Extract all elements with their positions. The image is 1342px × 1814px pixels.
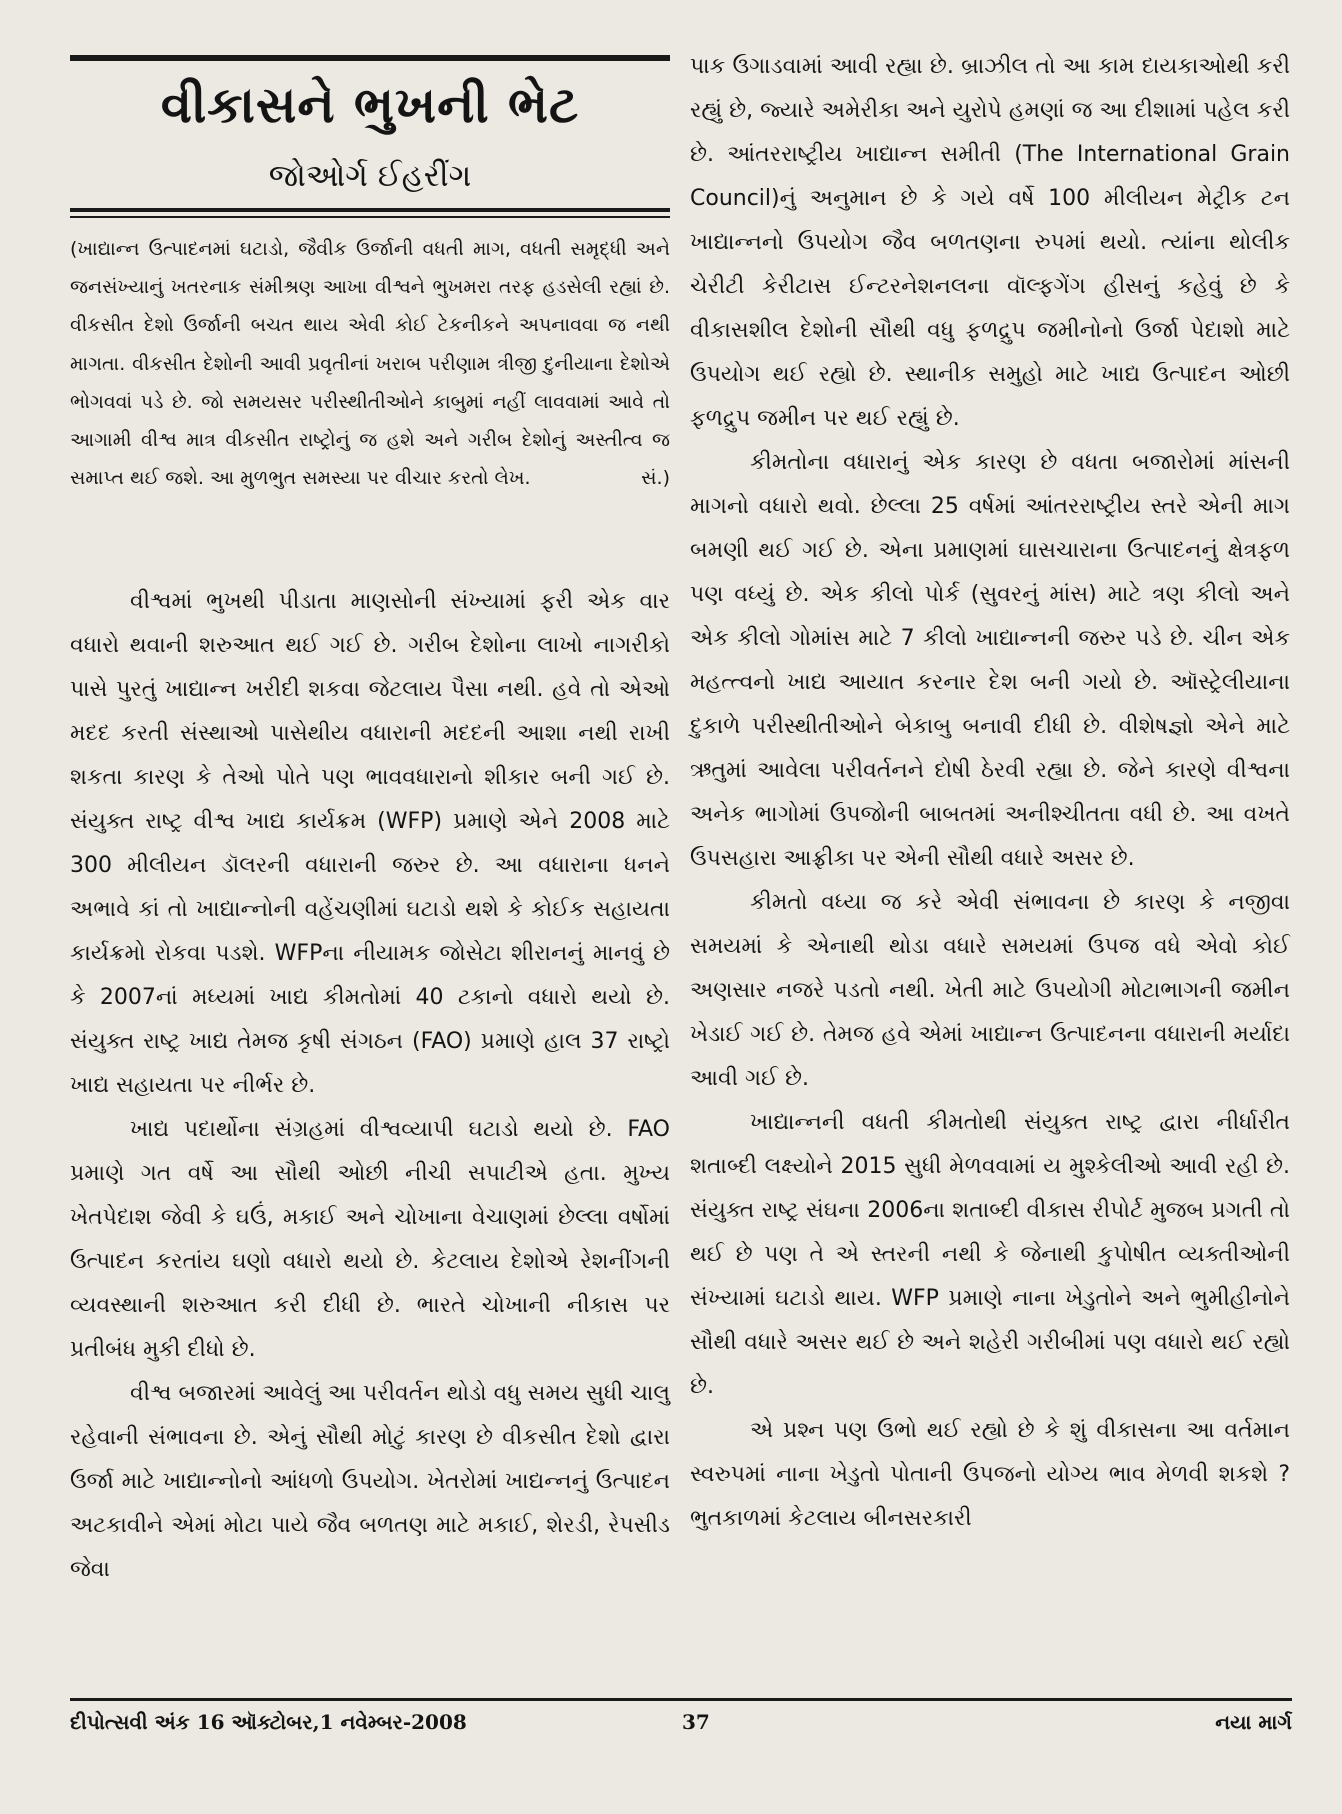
right-column-body — [690, 45, 1290, 1541]
footer-issue: દીપોત્સવી અંક 16 ઑક્ટોબર,1 નવેમ્બર-2008 — [70, 1710, 467, 1734]
footer-magazine-name: નયા માર્ગ — [1215, 1710, 1292, 1734]
title-bottom-rule-thin — [70, 216, 670, 218]
right-paragraph-3: કીમતો વધ્યા જ કરે એવી સંભાવના છે કારણ કે નજીવા સમયમાં કે એનાથી થોડા વધારે સમયમાં ઉપજ વધે એવો કોઈ અણસાર નજરે પડતો નથી. ખેતી માટે ઉપયોગી મોટાભાગની જમીન ખેડાઈ ગઈ છે. તેમજ હવે એમાં ખાદ્યાન્ન ઉત્પાદનના વધારાની મર્યાદા આવી ગઈ છે. — [690, 890, 1290, 1091]
article-title: વીકાસને ભુખની ભેટ — [160, 75, 580, 134]
title-top-rule — [70, 55, 670, 61]
right-paragraph-1: પાક ઉગાડવામાં આવી રહ્યા છે. બ્રાઝીલ તો આ કામ દાયકાઓથી કરી રહ્યું છે, જ્યારે અમેરીકા અને યુરોપે હમણાં જ આ દીશામાં પહેલ કરી છે. આંતરરાષ્ટ્રીય ખાદ્યાન્ન સમીતી (The International Grain Council)નું અનુમાન છે કે ગયે વર્ષે 100 મીલીયન મેટ્રીક ટન ખાદ્યાન્નનો ઉપયોગ જૈવ બળતણના રુપમાં થયો. ત્યાંના થોલીક ચેરીટી કેરીટાસ ઈન્ટરનેશનલના વૉલ્ફગેંગ હીસનું કહેવું છે કે વીકાસશીલ દેશોની સૌથી વધુ ફળદ્રુપ જમીનોનો ઉર્જા પેદાશો માટે ઉપયોગ થઈ રહ્યો છે. સ્થાનીક સમુહો માટે ખાદ્ય ઉત્પાદન ઓછી ફળદ્રુપ જમીન પર થઈ રહ્યું છે. — [690, 54, 1290, 431]
abstract-text: (ખાદ્યાન્ન ઉત્પાદનમાં ઘટાડો, જૈવીક ઉર્જાની વધતી માગ, વધતી સમૃદ્ધી અને જનસંખ્યાનું ખતરનાક સંમીશ્રણ આખા વીશ્વને ભુખમરા તરફ હડસેલી રહ્યાં છે. વીકસીત દેશો ઉર્જાની બચત થાય એવી કોઈ ટેકનીકને અપનાવવા જ નથી માગતા. વીકસીત દેશોની આવી પ્રવૃતીનાં ખરાબ પરીણામ ત્રીજી દુનીયાના દેશોએ ભોગવવાં પડે છે. જો સમયસર પરીસ્થીતીઓને કાબુમાં નહીં લાવવામાં આવે તો આગામી વીશ્વ માત્ર વીકસીત રાષ્ટ્રોનું જ હશે અને ગરીબ દેશોનું અસ્તીત્વ જ સમાપ્ત થઈ જશે. આ મુળભુત સમસ્યા પર વીચાર કરતો લેખ. — [70, 238, 670, 490]
abstract-editor-sign: સં.) — [641, 467, 670, 490]
footer-page-number: 37 — [682, 1710, 710, 1734]
left-column-body — [70, 580, 670, 1592]
left-paragraph-2: ખાદ્ય પદાર્થોના સંગ્રહમાં વીશ્વવ્યાપી ઘટાડો થયો છે. FAO પ્રમાણે ગત વર્ષે આ સૌથી ઓછી નીચી સપાટીએ હતા. મુખ્ય ખેતપેદાશ જેવી કે ઘઉં, મકાઈ અને ચોખાના વેચાણમાં છેલ્લા વર્ષોમાં ઉત્પાદન કરતાંય ઘણો વધારો થયો છે. કેટલાય દેશોએ રેશનીંગની વ્યવસ્થાની શરુઆત કરી દીધી છે. ભારતે ચોખાની નીકાસ પર પ્રતીબંધ મુકી દીધો છે. — [70, 1117, 670, 1362]
left-paragraph-3: વીશ્વ બજારમાં આવેલું આ પરીવર્તન થોડો વધુ સમય સુધી ચાલુ રહેવાની સંભાવના છે. એનું સૌથી મોટું કારણ છે વીકસીત દેશો દ્વારા ઉર્જા માટે ખાદ્યાન્નોનો આંધળો ઉપયોગ. ખેતરોમાં ખાદ્યન્નનું ઉત્પાદન અટકાવીને એમાં મોટા પાયે જૈવ બળતણ માટે મકાઈ, શેરડી, રેપસીડ જેવા — [70, 1381, 670, 1582]
article-author: જોઓર્ગ ઈહરીંગ — [268, 158, 472, 194]
article-abstract — [70, 230, 670, 497]
footer-rule — [70, 1698, 1292, 1701]
title-bottom-rule — [70, 208, 670, 212]
right-paragraph-4: ખાદ્યાન્નની વધતી કીમતોથી સંયુક્ત રાષ્ટ્ર દ્વારા નીર્ધારીત શતાબ્દી લક્ષ્યોને 2015 સુધી મેળવવામાં ય મુશ્કેલીઓ આવી રહી છે. સંયુક્ત રાષ્ટ્ર સંઘના 2006ના શતાબ્દી વીકાસ રીપોર્ટ મુજબ પ્રગતી તો થઈ છે પણ તે એ સ્તરની નથી કે જેનાથી કુપોષીત વ્યક્તીઓની સંખ્યામાં ઘટાડો થાય. WFP પ્રમાણે નાના ખેડુતોને અને ભુમીહીનોને સૌથી વધારે અસર થઈ છે અને શહેરી ગરીબીમાં પણ વધારો થઈ રહ્યો છે. — [690, 1110, 1290, 1399]
page-footer — [70, 1710, 1292, 1746]
right-paragraph-2: કીમતોના વધારાનું એક કારણ છે વધતા બજારોમાં માંસની માગનો વધારો થવો. છેલ્લા 25 વર્ષમાં આંતરરાષ્ટ્રીય સ્તરે એની માગ બમણી થઈ ગઈ છે. એના પ્રમાણમાં ઘાસચારાના ઉત્પાદનનું ક્ષેત્રફળ પણ વધ્યું છે. એક કીલો પોર્ક (સુવરનું માંસ) માટે ત્રણ કીલો અને એક કીલો ગોમાંસ માટે 7 કીલો ખાદ્યાન્નની જરુર પડે છે. ચીન એક મહત્ત્વનો ખાદ્ય આયાત કરનાર દેશ બની ગયો છે. ઑસ્ટ્રેલીયાના દુકાળે પરીસ્થીતીઓને બેકાબુ બનાવી દીધી છે. વીશેષજ્ઞો એને માટે ઋતુમાં આવેલા પરીવર્તનને દોષી ઠેરવી રહ્યા છે. જેને કારણે વીશ્વના અનેક ભાગોમાં ઉપજોની બાબતમાં અનીશ્ચીતતા વધી છે. આ વખતે ઉપસહારા આફ્રીકા પર એની સૌથી વધારે અસર છે. — [690, 450, 1290, 871]
left-paragraph-1: વીશ્વમાં ભુખથી પીડાતા માણસોની સંખ્યામાં ફરી એક વાર વધારો થવાની શરુઆત થઈ ગઈ છે. ગરીબ દેશોના લાખો નાગરીકો પાસે પુરતું ખાદ્યાન્ન ખરીદી શકવા જેટલાય પૈસા નથી. હવે તો એઓ મદદ કરતી સંસ્થાઓ પાસેથીય વધારાની મદદની આશા નથી રાખી શકતા કારણ કે તેઓ પોતે પણ ભાવવધારાનો શીકાર બની ગઈ છે. સંયુક્ત રાષ્ટ્ર વીશ્વ ખાદ્ય કાર્યક્રમ (WFP) પ્રમાણે એને 2008 માટે 300 મીલીયન ડૉલરની વધારાની જરુર છે. આ વધારાના ધનને અભાવે કાં તો ખાદ્યાન્નોની વહેંચણીમાં ઘટાડો થશે કે કોઈક સહાયતા કાર્યક્રમો રોકવા પડશે. WFPના નીયામક જોસેટા શીરાનનું માનવું છે કે 2007નાં મધ્યમાં ખાદ્ય કીમતોમાં 40 ટકાનો વધારો થયો છે. સંયુક્ત રાષ્ટ્ર ખાદ્ય તેમજ કૃષી સંગઠન (FAO) પ્રમાણે હાલ 37 રાષ્ટ્રો ખાદ્ય સહાયતા પર નીર્ભર છે. — [70, 589, 670, 1098]
right-paragraph-5: એ પ્રશ્ન પણ ઉભો થઈ રહ્યો છે કે શું વીકાસના આ વર્તમાન સ્વરુપમાં નાના ખેડુતો પોતાની ઉપજનો યોગ્ય ભાવ મેળવી શકશે ? ભુતકાળમાં કેટલાય બીનસરકારી — [690, 1418, 1290, 1531]
